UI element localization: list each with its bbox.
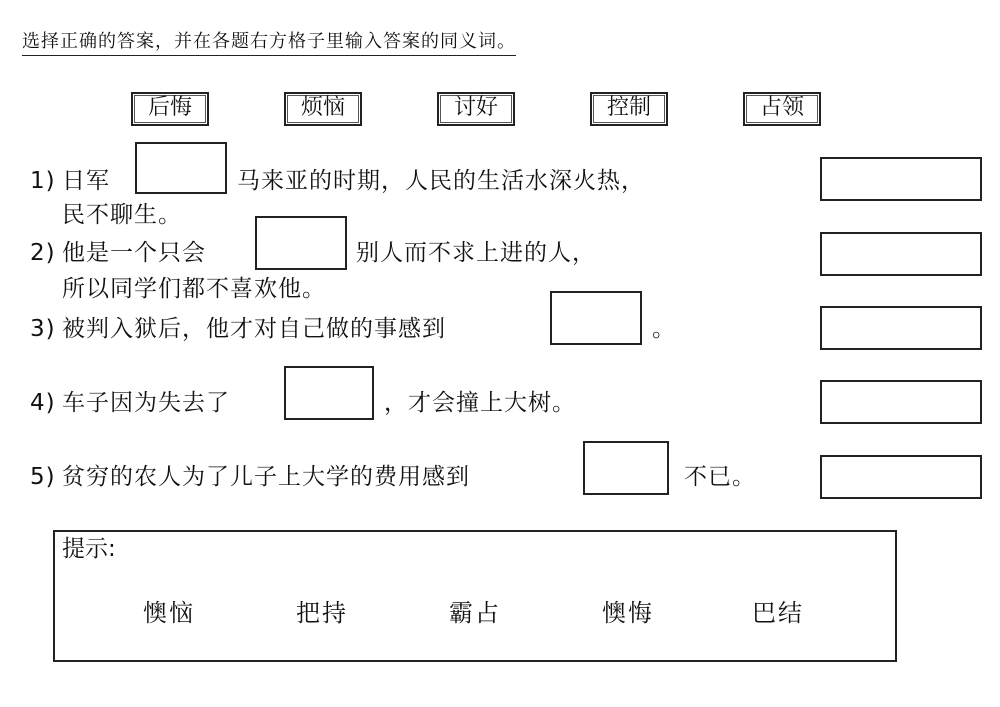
- option-word-2[interactable]: 烦恼: [284, 92, 362, 126]
- question-5-blank[interactable]: [583, 441, 669, 495]
- question-4-synonym-input[interactable]: [820, 380, 982, 424]
- question-5-number: 5): [30, 464, 56, 490]
- question-1-blank[interactable]: [135, 142, 227, 194]
- hint-label: 提示:: [62, 536, 116, 562]
- question-3-text-after: 。: [652, 316, 676, 342]
- question-2-number: 2): [30, 240, 56, 266]
- question-5-text-after: 不已。: [684, 464, 756, 490]
- question-4-number: 4): [30, 390, 56, 416]
- question-2-synonym-input[interactable]: [820, 232, 982, 276]
- question-1-text-before: 日军: [62, 168, 110, 194]
- question-2-text-before: 他是一个只会: [62, 240, 206, 266]
- question-4-blank[interactable]: [284, 366, 374, 420]
- option-word-5[interactable]: 占领: [743, 92, 821, 126]
- option-word-4[interactable]: 控制: [590, 92, 668, 126]
- question-2-blank[interactable]: [255, 216, 347, 270]
- question-3-text-before: 被判入狱后，他才对自己做的事感到: [62, 316, 446, 342]
- hint-word-2: 把持: [296, 599, 348, 627]
- hint-word-5: 巴结: [752, 599, 804, 627]
- hint-word-1: 懊恼: [143, 599, 195, 627]
- option-word-3[interactable]: 讨好: [437, 92, 515, 126]
- question-1-text-after: 马来亚的时期，人民的生活水深火热，: [237, 168, 645, 194]
- question-4-text-before: 车子因为失去了: [62, 390, 230, 416]
- question-4-text-after: ，才会撞上大树。: [384, 390, 576, 416]
- instruction-text: 选择正确的答案，并在各题右方格子里输入答案的同义词。: [22, 30, 516, 56]
- question-2-text-line2: 所以同学们都不喜欢他。: [62, 276, 326, 302]
- question-5-synonym-input[interactable]: [820, 455, 982, 499]
- question-1-number: 1): [30, 168, 56, 194]
- question-5-text-before: 贫穷的农人为了儿子上大学的费用感到: [62, 464, 470, 490]
- question-3-synonym-input[interactable]: [820, 306, 982, 350]
- option-word-1[interactable]: 后悔: [131, 92, 209, 126]
- question-3-number: 3): [30, 316, 56, 342]
- hint-word-3: 霸占: [449, 599, 501, 627]
- question-3-blank[interactable]: [550, 291, 642, 345]
- question-2-text-after: 别人而不求上进的人，: [356, 240, 596, 266]
- hint-word-4: 懊悔: [602, 599, 654, 627]
- question-1-synonym-input[interactable]: [820, 157, 982, 201]
- question-1-text-line2: 民不聊生。: [62, 202, 182, 228]
